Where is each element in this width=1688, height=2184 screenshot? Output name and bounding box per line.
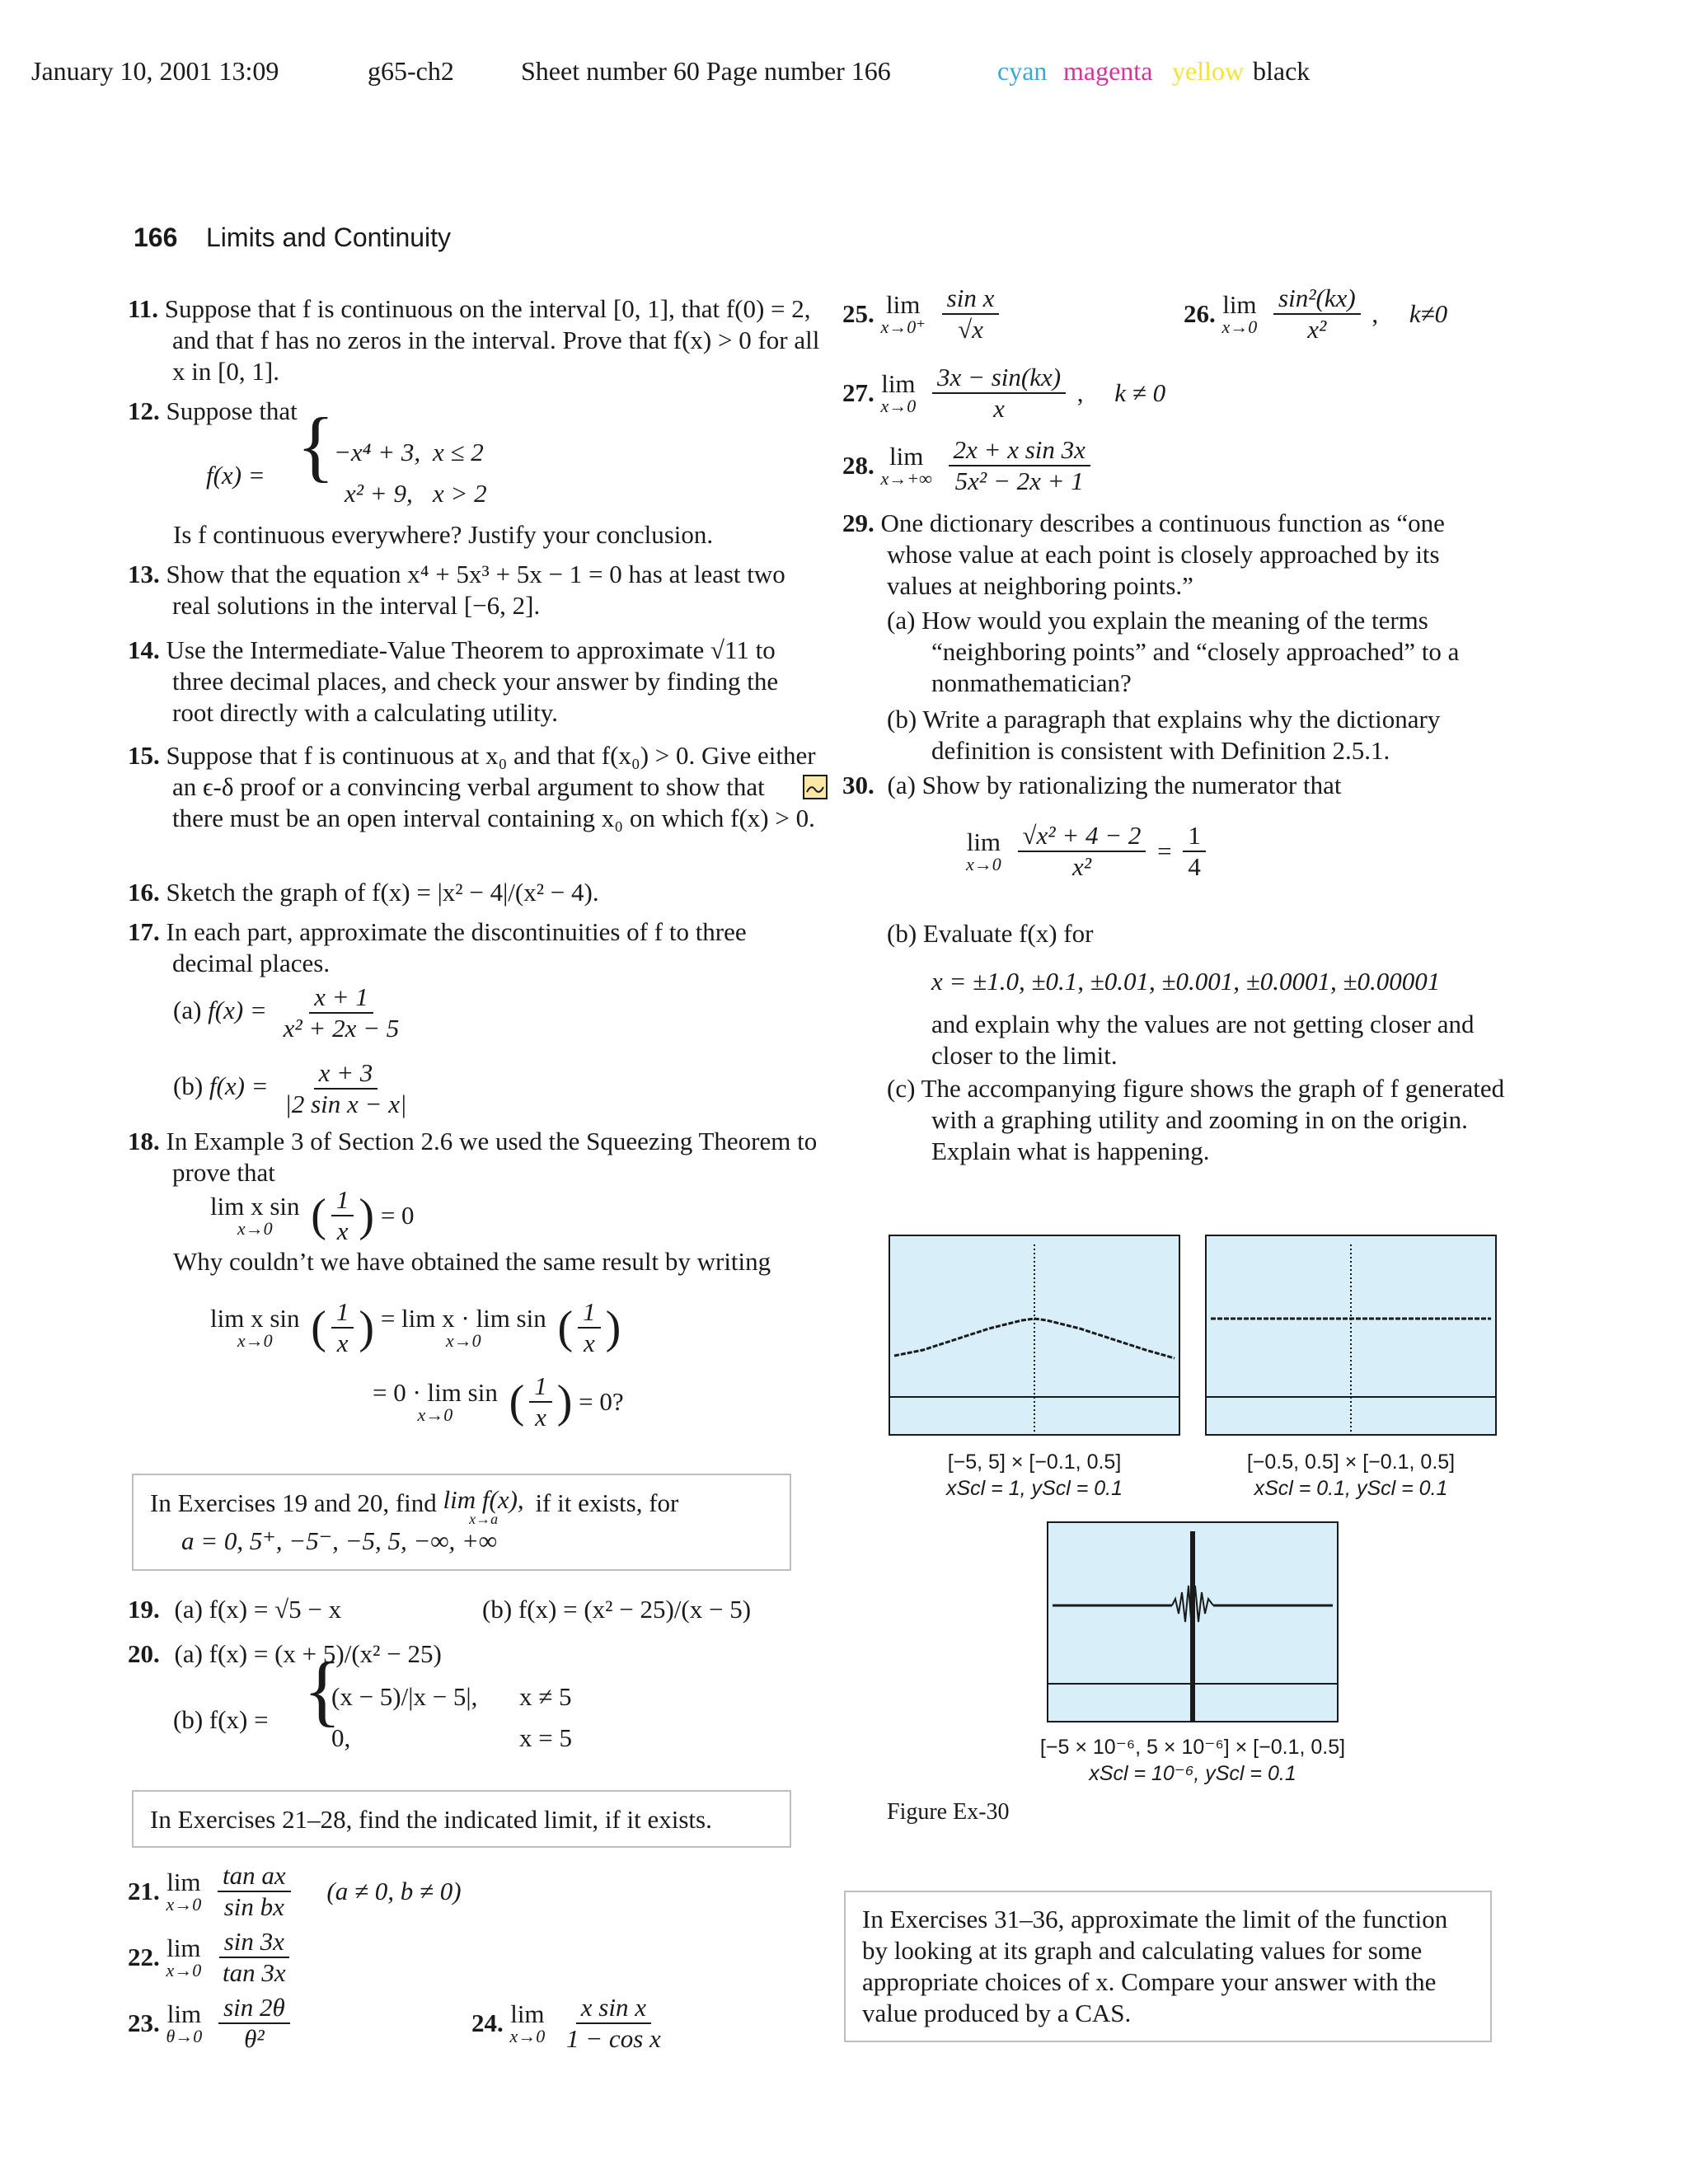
numerator: 1 (578, 1297, 601, 1329)
fraction (1018, 821, 1146, 882)
limit-word: lim (166, 1868, 201, 1896)
numerator: sin 2θ (218, 1993, 290, 2024)
caption-range: [−5, 5] × [−0.1, 0.5] (947, 1451, 1122, 1474)
part-label: (b) (173, 1071, 204, 1101)
limit-subscript: x→0 (509, 2026, 546, 2046)
limit (166, 1935, 202, 1980)
denominator: x² (1307, 315, 1327, 344)
denominator: √x (958, 315, 983, 344)
equation-rhs: = 0 (380, 1201, 415, 1230)
exercise-12 (128, 396, 820, 427)
denominator: |2 sin x − x| (284, 1090, 407, 1118)
box-text: In Exercises 19 and 20, find (150, 1488, 437, 1518)
denominator: 4 (1188, 852, 1201, 881)
fraction (279, 982, 405, 1043)
exercise-text: Suppose that f is continuous on the interval [0, 1], that f(0) = 2, and that f has no zeros in the interval. Prove that f(x) > 0 for all x in [0, 1]. (164, 294, 820, 386)
numerator: 2x + x sin 3x (949, 435, 1090, 466)
graph-screen-2 (1205, 1235, 1497, 1436)
exercise-27: 27. lim x→0 $\frac{3x - \sin(kx)}{x}$ , k ≠ 0 (842, 363, 1166, 423)
header-magenta: magenta (1063, 56, 1153, 86)
fraction (1273, 284, 1361, 344)
exercise-19 (128, 1594, 804, 1625)
denominator: tan 3x (223, 1958, 286, 1987)
box-text: In Exercises 31–36, approximate the limit of the function by looking at its graph and calculating values for some appropriate choices of x. Compare your answer with the value produced by a CAS. (862, 1905, 1448, 2027)
graph-caption-2 (1205, 1449, 1497, 1502)
condition: k ≠ 0 (1114, 378, 1166, 407)
exercise-number: 30. (842, 771, 874, 799)
limit-expression: = 0 · lim sin (373, 1378, 498, 1407)
numerator: x sin x (576, 1993, 651, 2024)
part-b: (b) Evaluate f(x) for (887, 919, 1094, 948)
exercise-number: 22. (128, 1943, 160, 1971)
cond-1: x ≠ 5 (519, 1682, 572, 1711)
exercise-24 (471, 1993, 671, 2054)
exercise-28 (842, 435, 1095, 496)
denominator: 5x² − 2x + 1 (954, 466, 1084, 495)
equation-18-3: = 0 · lim sin x→0 ( $\frac{1}{x}$ ) = 0? (373, 1371, 624, 1432)
exercise-text: Suppose that f is continuous at x₀ and that f(x₀) > 0. Give either an ϵ-δ proof or a convincing verbal argument to show that there must be an open interval containing x₀ on which f(x) > 0. (166, 741, 816, 832)
instruction-box-19-20 (132, 1474, 791, 1571)
fx-label: f(x) = (209, 1071, 269, 1101)
limit-subscript: x→0 (445, 1330, 481, 1351)
graph-screen-1 (889, 1235, 1180, 1436)
limit-subscript: x→0 (417, 1404, 453, 1425)
exercise-text: One dictionary describes a continuous function as “one whose value at each point is closely approached by its values at neighboring points.” (880, 509, 1445, 600)
exercise-17 (128, 916, 820, 979)
exercise-22 (128, 1927, 296, 1988)
graph-plot-2 (1207, 1236, 1495, 1434)
exercise-number: 13. (128, 560, 160, 588)
limit-subscript: x→0 (880, 396, 917, 416)
header-date: January 10, 2001 13:09 (31, 56, 279, 86)
part-label: (b) f(x) = (173, 1705, 269, 1734)
graphing-utility-icon (803, 775, 828, 799)
numerator: sin x (942, 284, 1000, 315)
caption-range: [−0.5, 0.5] × [−0.1, 0.5] (1246, 1451, 1456, 1474)
limit (881, 371, 917, 415)
running-title: Limits and Continuity (206, 223, 452, 252)
denominator: x² (1071, 852, 1091, 881)
fraction (561, 1993, 666, 2054)
exercise-18-question: Why couldn’t we have obtained the same result by writing (173, 1247, 771, 1276)
brace: { (297, 401, 335, 490)
instruction-box-21-28 (132, 1790, 791, 1848)
limit (510, 2001, 546, 2046)
exercise-number: 21. (128, 1877, 160, 1905)
part-a: (a) How would you explain the meaning of the terms “neighboring points” and “closely approached” to a nonmathematician? (887, 606, 1460, 697)
case-1: (x − 5)/|x − 5|, (331, 1682, 478, 1711)
part-a: (a) f(x) = (x + 5)/(x² − 25) (174, 1639, 442, 1668)
fraction (932, 363, 1066, 424)
limit (210, 1193, 300, 1238)
box-text: In Exercises 21–28, find the indicated limit, if it exists. (150, 1805, 712, 1834)
fraction (942, 284, 1000, 344)
exercise-text: Suppose that (166, 396, 298, 425)
exercise-number: 14. (128, 635, 160, 664)
exercise-30-values: x = ±1.0, ±0.1, ±0.01, ±0.001, ±0.0001, ±0.00001 (931, 967, 1441, 996)
part-b: (b) Write a paragraph that explains why the dictionary definition is consistent with Definition 2.5.1. (887, 705, 1441, 765)
graph-caption-3 (1006, 1734, 1380, 1787)
exercise-20 (128, 1638, 820, 1670)
limit-subscript: x→a (469, 1511, 499, 1527)
caption-scale: xScl = 0.1, yScl = 0.1 (1254, 1477, 1448, 1500)
exercise-number: 29. (842, 509, 874, 537)
equation-30a (966, 821, 1211, 882)
condition: k≠0 (1409, 299, 1448, 328)
limit-subscript: θ→0 (166, 2026, 203, 2046)
exercise-text: Use the Intermediate-Value Theorem to approximate √11 to three decimal places, and check your answer by finding the root directly with a calculating utility. (166, 635, 779, 727)
case-2: 0, (331, 1723, 351, 1752)
limit-expression: lim x sin (210, 1304, 300, 1333)
limit-subscript: x→+∞ (880, 468, 932, 489)
limit (166, 1869, 202, 1914)
denominator: x (336, 1216, 349, 1245)
exercise-number: 15. (128, 741, 160, 770)
limit (881, 443, 932, 488)
limit-subscript: x→0 (237, 1218, 273, 1239)
fraction (331, 1297, 354, 1358)
numerator: 3x − sin(kx) (932, 363, 1066, 394)
exercise-30b (887, 918, 1513, 949)
graph-screen-3 (1047, 1521, 1339, 1722)
denominator: x (336, 1329, 349, 1357)
fraction (578, 1297, 601, 1358)
limit-expression: lim x sin (210, 1192, 300, 1221)
numerator: sin 3x (219, 1927, 289, 1958)
exercise-number: 28. (842, 451, 874, 480)
exercise-30b-explain (931, 1009, 1508, 1071)
limit-subscript: x→0⁺ (880, 316, 926, 337)
limit-expression: lim f(x), (443, 1485, 524, 1514)
numerator: 1 (1183, 821, 1206, 852)
equation-18-2: lim x sin x→0 ( $\frac{1}{x}$ ) = lim x · lim sin x→0 ( $\frac{1}{x}$ ) (210, 1297, 621, 1357)
limit-word: lim (966, 827, 1001, 856)
header-black: black (1253, 56, 1311, 86)
header-sheet: Sheet number 60 Page number 166 (521, 56, 891, 86)
fraction (529, 1371, 552, 1432)
graph-plot-1 (890, 1236, 1179, 1434)
exercise-23 (128, 1993, 295, 2054)
exercise-17b (173, 1058, 417, 1119)
numerator: x + 1 (309, 982, 373, 1014)
limit (381, 1305, 546, 1350)
denominator: x (584, 1329, 595, 1357)
exercise-14 (128, 635, 820, 729)
exercise-number: 25. (842, 299, 874, 328)
limit (966, 829, 1001, 874)
denominator: 1 − cos x (566, 2024, 661, 2053)
exercise-number: 18. (128, 1127, 160, 1155)
part-a: (a) f(x) = √5 − x (174, 1595, 342, 1624)
fraction (218, 1861, 291, 1922)
exercise-number: 20. (128, 1639, 160, 1668)
exercise-number: 24. (471, 2008, 504, 2037)
caption-range: [−5 × 10⁻⁶, 5 × 10⁻⁶] × [−0.1, 0.5] (1039, 1736, 1346, 1759)
numerator: 1 (331, 1297, 354, 1329)
limit (210, 1305, 300, 1350)
limit-word: lim (510, 1999, 545, 2028)
instruction-box-31-36 (844, 1891, 1492, 2042)
limit-subscript: x→0 (166, 1894, 202, 1915)
page-number: 166 (134, 223, 178, 252)
fraction (331, 1185, 354, 1246)
box-text: if it exists, for (535, 1488, 679, 1518)
part-b-text: and explain why the values are not getting closer and closer to the limit. (931, 1010, 1475, 1070)
case-1: −x⁴ + 3, (334, 438, 421, 466)
exercise-30 (842, 770, 1502, 801)
limit-subscript: x→0 (966, 854, 1001, 874)
part-c: (c) The accompanying figure shows the graph of f generated with a graphing utility and zooming in on the origin. Explain what is happening. (887, 1074, 1505, 1165)
numerator: √x² + 4 − 2 (1018, 821, 1146, 852)
limit-word: lim (889, 442, 924, 471)
exercise-number: 19. (128, 1595, 160, 1624)
numerator: x + 3 (314, 1058, 378, 1090)
denominator: x (535, 1403, 546, 1432)
limit-word: lim (886, 290, 921, 319)
caption-scale: xScl = 1, yScl = 0.1 (946, 1477, 1123, 1500)
cond-2: x > 2 (433, 479, 487, 508)
part-label: (a) (173, 996, 202, 1025)
limit-subscript: x→0 (1221, 316, 1258, 337)
limit-word: lim (1222, 290, 1257, 319)
exercise-17a (173, 982, 409, 1043)
exercise-21 (128, 1861, 462, 1922)
limit (373, 1380, 498, 1424)
fx-label: f(x) = (208, 996, 267, 1025)
fx-label: f(x) = (206, 461, 265, 490)
fraction (218, 1993, 290, 2054)
graph-icon (804, 779, 826, 800)
condition: (a ≠ 0, b ≠ 0) (326, 1877, 462, 1905)
exercise-13 (128, 559, 820, 621)
cond-1: x ≤ 2 (433, 438, 484, 466)
exercise-number: 17. (128, 917, 160, 946)
exercise-number: 26. (1184, 299, 1216, 328)
limit (1222, 292, 1258, 336)
numerator: tan ax (218, 1861, 291, 1892)
equation-18-1: lim x sin x→0 ( $\frac{1}{x}$ ) = 0 (210, 1185, 415, 1245)
exercise-number: 12. (128, 396, 160, 425)
denominator: x² + 2x − 5 (283, 1014, 400, 1043)
exercise-text: Sketch the graph of f(x) = |x² − 4|/(x² − 4). (166, 878, 599, 907)
header-file: g65-ch2 (368, 56, 454, 86)
exercise-number: 23. (128, 2008, 160, 2037)
brace: { (303, 1646, 342, 1734)
exercise-26: 26. lim x→0 $\frac{\text{sin²(kx)}}{\text{x²}}$ , k≠0 (1184, 284, 1448, 344)
exercise-15 (128, 740, 820, 834)
exercise-30c (887, 1073, 1513, 1167)
equation-rhs: = 0? (579, 1387, 624, 1416)
exercise-text: In each part, approximate the discontinuities of f to three decimal places. (166, 917, 747, 977)
box-values: a = 0, 5⁺, −5⁻, −5, 5, −∞, +∞ (181, 1526, 498, 1555)
limit-subscript: x→0 (237, 1330, 273, 1351)
denominator: sin bx (223, 1892, 284, 1921)
fraction (949, 435, 1090, 496)
denominator: θ² (244, 2024, 265, 2053)
exercise-text: Show that the equation x⁴ + 5x³ + 5x − 1 = 0 has at least two real solutions in the interval [−6, 2]. (166, 560, 785, 620)
graph-caption-1 (889, 1449, 1180, 1502)
numerator: 1 (529, 1371, 552, 1403)
equals-sign: = (1157, 837, 1172, 865)
fraction (218, 1927, 291, 1988)
figure-caption: Figure Ex-30 (887, 1799, 1010, 1825)
exercise-29 (842, 508, 1502, 766)
limit (881, 292, 926, 336)
limit (166, 2001, 203, 2046)
cond-2: x = 5 (519, 1723, 572, 1752)
limit-subscript: x→0 (166, 1960, 202, 1980)
part-a: (a) Show by rationalizing the numerator that (887, 771, 1342, 799)
exercise-11 (128, 293, 820, 387)
fraction (279, 1058, 411, 1119)
exercise-25 (842, 284, 1004, 344)
exercise-18 (128, 1126, 820, 1188)
part-b: (b) f(x) = (x² − 25)/(x − 5) (482, 1595, 752, 1624)
numerator: 1 (331, 1185, 354, 1216)
numerator: sin²(kx) (1273, 284, 1361, 315)
header-yellow: yellow (1172, 56, 1245, 86)
exercise-number: 16. (128, 878, 160, 907)
limit-word: lim (166, 1999, 202, 2028)
header-cyan: cyan (997, 56, 1048, 86)
fraction (1183, 821, 1206, 882)
exercise-16 (128, 877, 820, 908)
exercise-text: In Example 3 of Section 2.6 we used the Squeezing Theorem to prove that (166, 1127, 818, 1187)
limit-word: lim (166, 1933, 201, 1962)
limit-word: lim (881, 369, 916, 398)
exercise-12-question: Is f continuous everywhere? Justify your conclusion. (173, 520, 714, 549)
limit-expression: = lim x · lim sin (380, 1304, 546, 1333)
graph-plot-3 (1048, 1523, 1337, 1721)
limit (443, 1487, 524, 1525)
caption-scale: xScl = 10⁻⁶, yScl = 0.1 (1089, 1762, 1296, 1785)
case-2: x² + 9, (345, 479, 413, 508)
denominator: x (993, 394, 1005, 423)
exercise-number: 27. (842, 378, 874, 407)
exercise-number: 11. (128, 294, 159, 323)
